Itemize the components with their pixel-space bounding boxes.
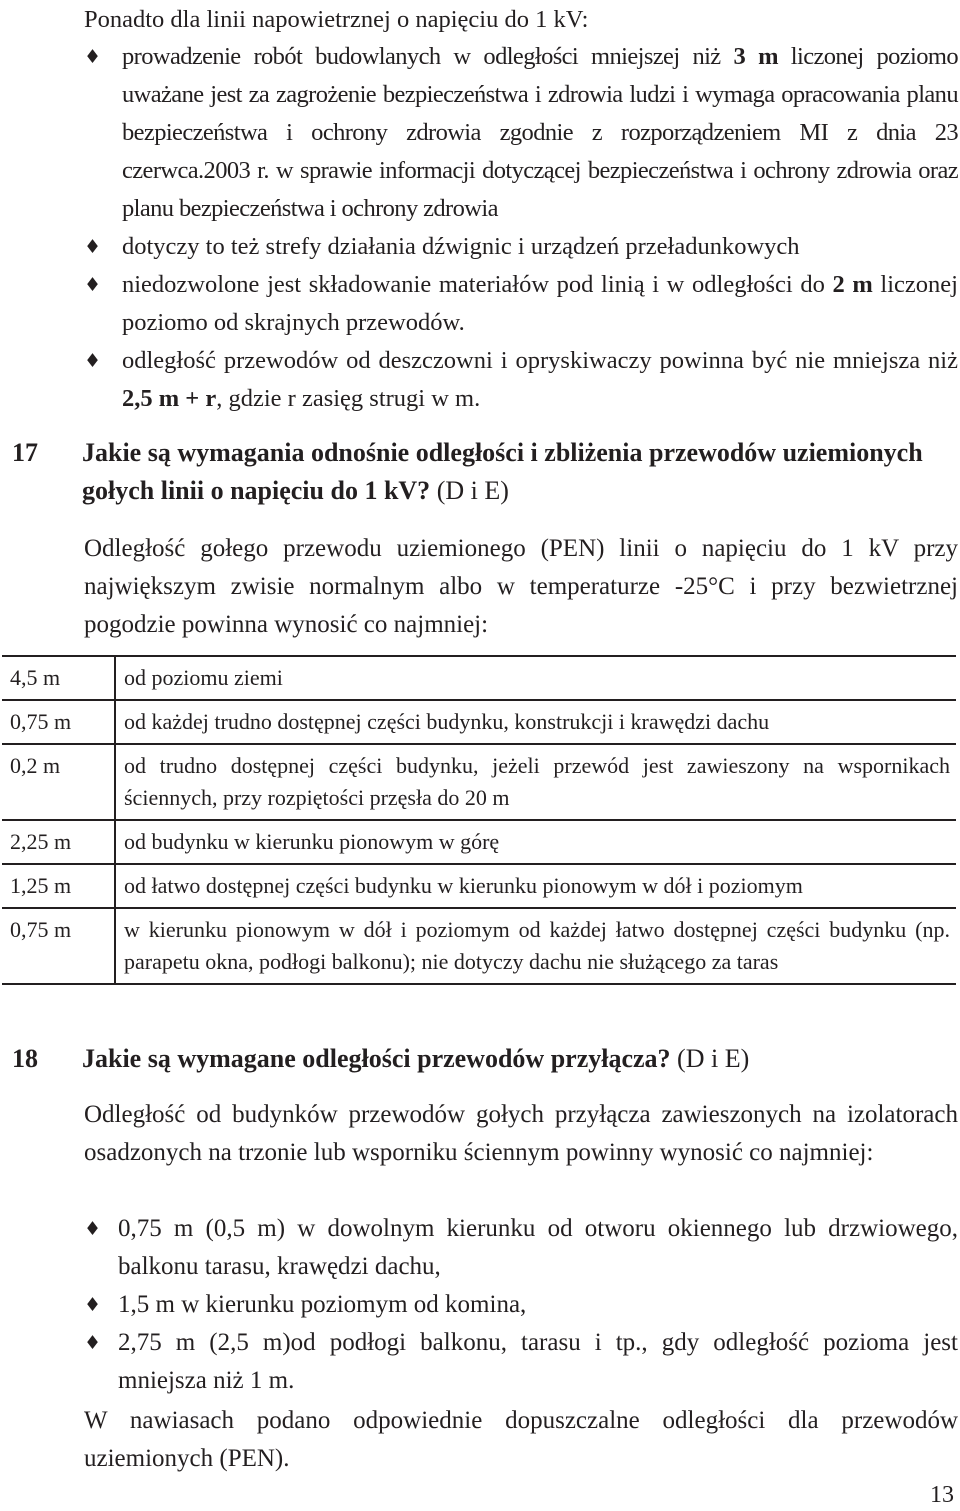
distance-table xyxy=(2,655,956,985)
table-row xyxy=(2,864,956,908)
distance-value: 2,25 m xyxy=(2,820,115,864)
distance-description: od trudno dostępnej części budynku, jeżeli przewód jest zawieszony na wspornikach ściennych, przy rozpiętości przęsła do 20 m xyxy=(115,744,956,820)
list-item: ♦ prowadzenie robót budowlanych w odległości mniejszej niż 3 m liczonej poziomo uważane jest za zagrożenie bezpieczeństwa i zdrowia ludzi i wymaga opracowania planu bezpieczeństwa i ochrony zdrowia zgodnie z rozporządzeniem MI z dnia 23 czerwca.2003 r. w sprawie informacji dotyczącej bezpieczeństwa i ochrony zdrowia oraz planu bezpieczeństwa i ochrony zdrowia xyxy=(84,38,958,228)
diamond-bullet-icon: ♦ xyxy=(84,1294,102,1316)
page-number: 13 xyxy=(930,1482,954,1508)
distance-value: 0,75 m xyxy=(2,700,115,744)
intro-line: Ponadto dla linii napowietrznej o napięciu do 1 kV: xyxy=(84,6,589,33)
diamond-bullet-icon: ♦ xyxy=(84,350,102,372)
distance-value: 0,75 m xyxy=(2,908,115,984)
list-item: ♦ 1,5 m w kierunku poziomym od komina, xyxy=(84,1286,958,1324)
list-item: ♦ odległość przewodów od deszczowni i opryskiwaczy powinna być nie mniejsza niż 2,5 m + r, gdzie r zasięg strugi w m. xyxy=(84,342,958,418)
question-tag: (D i E) xyxy=(430,476,509,505)
question-number: 18 xyxy=(12,1044,38,1073)
distance-value: 0,2 m xyxy=(2,744,115,820)
note-paragraph: W nawiasach podano odpowiednie dopuszczalne odległości dla przewodów uziemionych (PEN). xyxy=(84,1407,958,1472)
question-heading: Jakie są wymagane odległości przewodów przyłącza? (D i E) xyxy=(82,1044,750,1073)
answer-paragraph: Odległość od budynków przewodów gołych przyłącza zawieszonych na izolatorach osadzonych na trzonie lub wsporniku ściennym powinny wynosić co najmniej: xyxy=(84,1101,958,1166)
answer-paragraph: Odległość gołego przewodu uziemionego (PEN) linii o napięciu do 1 kV przy największym zwisie normalnym albo w temperaturze -25°C i przy bezwietrznej pogodzie powinna wynosić co najmniej: xyxy=(84,535,958,638)
question-number: 17 xyxy=(12,438,38,467)
diamond-bullet-icon: ♦ xyxy=(84,236,102,258)
table-row xyxy=(2,656,956,700)
intro-bullet-list xyxy=(84,38,958,418)
diamond-bullet-icon: ♦ xyxy=(84,1218,102,1240)
distance-description: od budynku w kierunku pionowym w górę xyxy=(115,820,956,864)
list-item: ♦ 2,75 m (2,5 m)od podłogi balkonu, tarasu i tp., gdy odległość pozioma jest mniejsza niż 1 m. xyxy=(84,1324,958,1400)
distance-value: 4,5 m xyxy=(2,656,115,700)
list-item: ♦ 0,75 m (0,5 m) w dowolnym kierunku od otworu okiennego lub drzwiowego, balkonu tarasu, krawędzi dachu, xyxy=(84,1210,958,1286)
distance-value: 1,25 m xyxy=(2,864,115,908)
list-item: ♦ dotyczy to też strefy działania dźwignic i urządzeń przeładunkowych xyxy=(84,228,958,266)
diamond-bullet-icon: ♦ xyxy=(84,1332,102,1354)
table-row xyxy=(2,820,956,864)
table-row xyxy=(2,908,956,984)
distance-description: od łatwo dostępnej części budynku w kierunku pionowym w dół i poziomym xyxy=(115,864,956,908)
table-row xyxy=(2,744,956,820)
diamond-bullet-icon: ♦ xyxy=(84,274,102,296)
list-item: ♦ niedozwolone jest składowanie materiałów pod linią i w odległości do 2 m liczonej poziomo od skrajnych przewodów. xyxy=(84,266,958,342)
distance-description: od każdej trudno dostępnej części budynku, konstrukcji i krawędzi dachu xyxy=(115,700,956,744)
distance-description: od poziomu ziemi xyxy=(115,656,956,700)
question-tag: (D i E) xyxy=(670,1044,750,1073)
table-row xyxy=(2,700,956,744)
diamond-bullet-icon: ♦ xyxy=(84,46,102,68)
question-heading: Jakie są wymagania odnośnie odległości i zbliżenia przewodów uziemionych gołych linii o napięciu do 1 kV? (D i E) xyxy=(82,438,923,505)
answer-bullet-list xyxy=(84,1210,958,1400)
distance-description: w kierunku pionowym w dół i poziomym od każdej łatwo dostępnej części budynku (np. parapetu okna, podłogi balkonu); nie dotyczy dachu nie służącego za taras xyxy=(115,908,956,984)
